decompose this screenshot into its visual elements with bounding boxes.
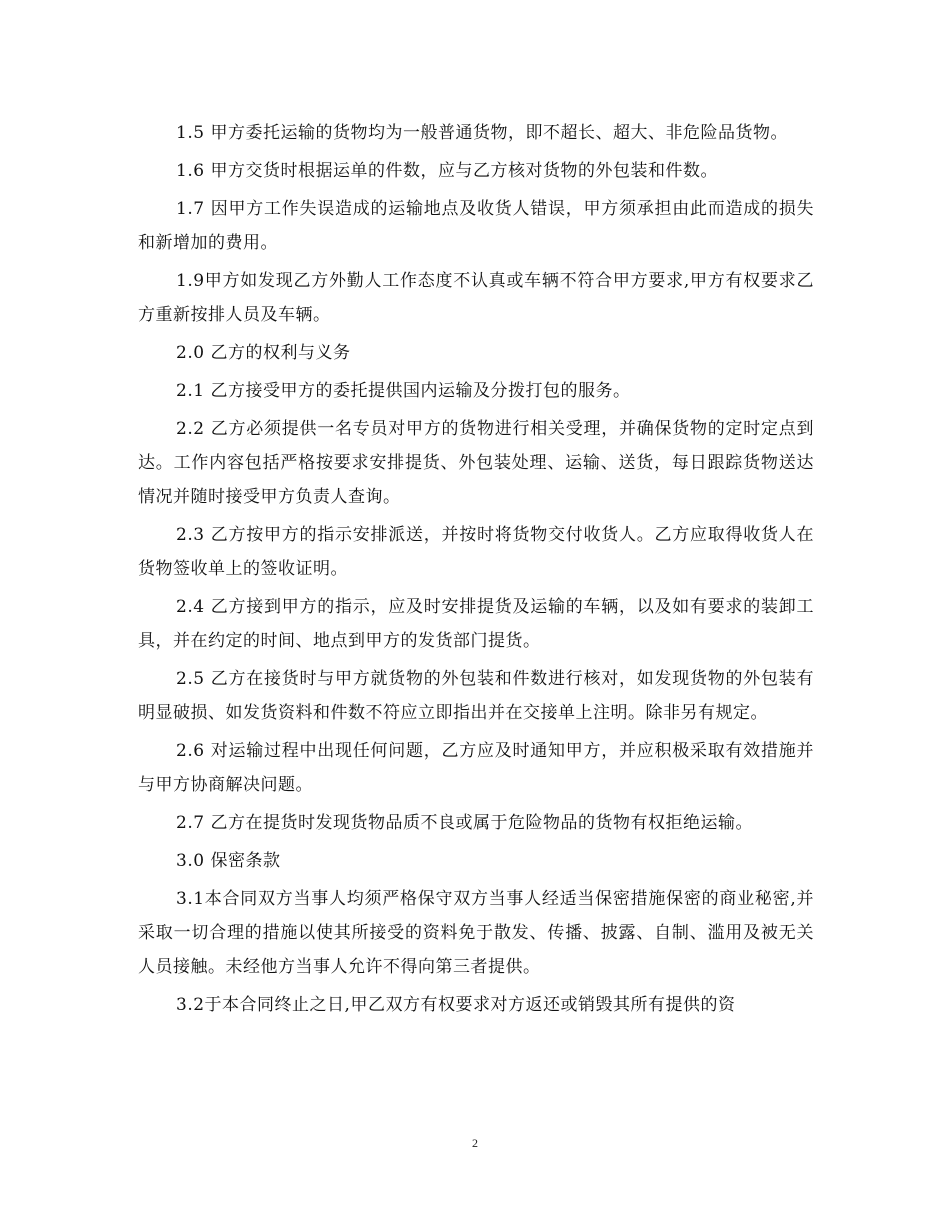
clause-2-5: 2.5 乙方在接货时与甲方就货物的外包装和件数进行核对，如发现货物的外包装有明显破损、如发货资料和件数不符应立即指出并在交接单上注明。除非另有规定。 [138,669,814,723]
clause-1-5: 1.5 甲方委托运输的货物均为一般普通货物，即不超长、超大、非危险品货物。 [176,123,788,143]
document-body [138,116,814,1026]
clause-2-2: 2.2 乙方必须提供一名专员对甲方的货物进行相关受理，并确保货物的定时定点到达。工作内容包括严格按要求安排提货、外包装处理、运输、送货，每日跟踪货物送达情况并随时接受甲方负责人查询。 [138,419,814,507]
clause-3-2: 3.2于本合同终止之日,甲乙双方有权要求对方返还或销毁其所有提供的资 [176,995,736,1015]
clause-1-7: 1.7 因甲方工作失误造成的运输地点及收货人错误，甲方须承担由此而造成的损失和新增加的费用。 [138,199,814,253]
clause-2-3: 2.3 乙方按甲方的指示安排派送，并按时将货物交付收货人。乙方应取得收货人在货物签收单上的签收证明。 [138,525,814,579]
clause-2-1: 2.1 乙方接受甲方的委托提供国内运输及分拨打包的服务。 [176,381,631,401]
clause-2-6: 2.6 对运输过程中出现任何问题，乙方应及时通知甲方，并应积极采取有效措施并与甲方协商解决问题。 [138,741,814,795]
clause-2-7: 2.7 乙方在提货时发现货物品质不良或属于危险物品的货物有权拒绝运输。 [176,813,753,833]
section-heading-3-0: 3.0 保密条款 [176,851,281,871]
clause-1-9: 1.9甲方如发现乙方外勤人工作态度不认真或车辆不符合甲方要求,甲方有权要求乙方重新按排人员及车辆。 [138,271,814,325]
section-heading-2-0: 2.0 乙方的权利与义务 [176,343,351,363]
clause-1-6: 1.6 甲方交货时根据运单的件数，应与乙方核对货物的外包装和件数。 [176,161,718,181]
page-number: 2 [472,1136,478,1150]
clause-3-1: 3.1本合同双方当事人均须严格保守双方当事人经适当保密措施保密的商业秘密,并采取一切合理的措施以使其所接受的资料免于散发、传播、披露、自制、滥用及被无关人员接触。未经他方当事人允许不得向第三者提供。 [138,889,814,977]
clause-2-4: 2.4 乙方接到甲方的指示，应及时安排提货及运输的车辆，以及如有要求的装卸工具，并在约定的时间、地点到甲方的发货部门提货。 [138,597,814,651]
